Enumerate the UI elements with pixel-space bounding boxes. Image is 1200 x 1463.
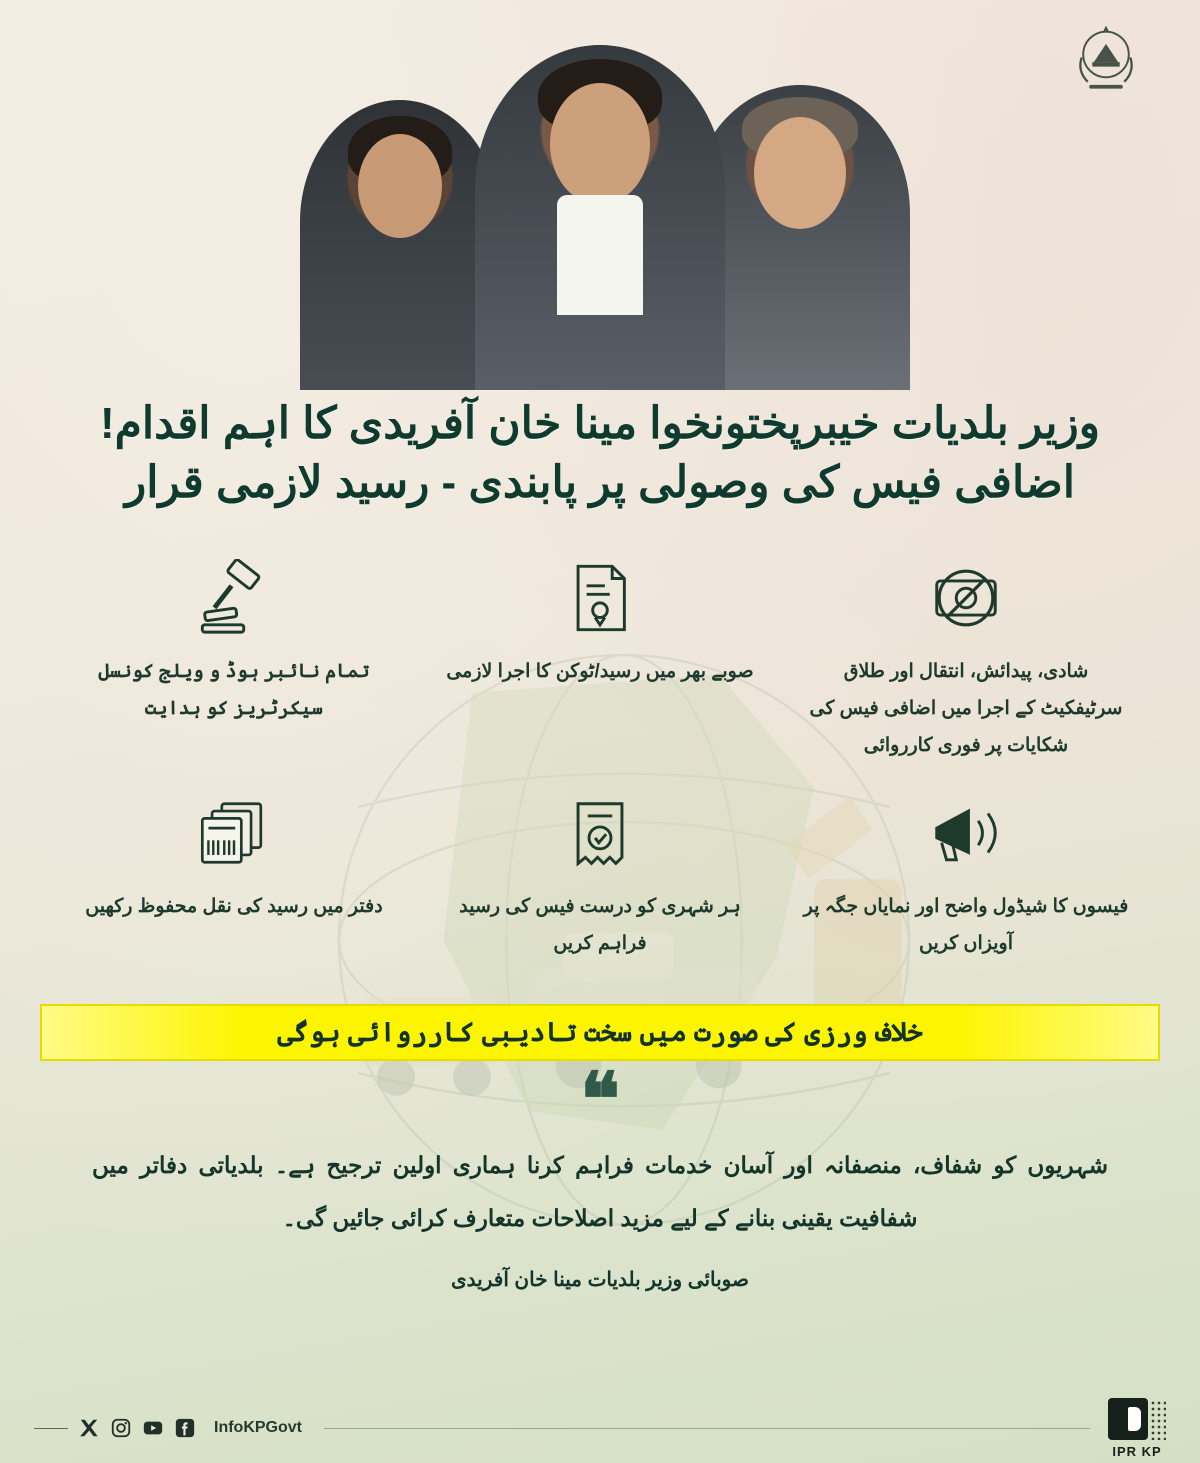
footer-left-rule <box>34 1428 68 1429</box>
title-line-2: اضافی فیس کی وصولی پر پابندی - رسید لازمی قرار <box>125 458 1075 508</box>
photo-center-minister <box>475 45 725 390</box>
point-item <box>56 555 412 764</box>
poster-title <box>0 390 1200 513</box>
header-photos <box>0 0 1200 390</box>
gavel-icon <box>56 555 412 641</box>
quote-attribution: صوبائی وزیر بلدیات مینا خان آفریدی <box>451 1269 749 1292</box>
no-money-icon <box>788 555 1144 641</box>
point-text: تمام نائبر ہوڈ و ویلج کونسل سیکرٹریز کو ہدایت <box>98 660 370 719</box>
key-points-grid <box>0 513 1200 962</box>
x-twitter-icon[interactable] <box>78 1417 100 1439</box>
receipt-document-icon <box>422 555 778 641</box>
point-text: ہر شہری کو درست فیس کی رسید فراہم کریں <box>459 895 741 954</box>
photo-left-official <box>300 100 500 390</box>
facebook-icon[interactable] <box>174 1417 196 1439</box>
point-text: فیسوں کا شیڈول واضح اور نمایاں جگہ پر آویزاں کریں <box>803 895 1129 954</box>
verified-receipt-icon <box>422 790 778 876</box>
point-item <box>56 790 412 962</box>
point-text: شادی، پیدائش، انتقال اور طلاق سرٹیفکیٹ کے اجرا میں اضافی فیس کی شکایات پر فوری کارروائی <box>809 660 1123 756</box>
title-line-1: وزیر بلدیات خیبرپختونخوا مینا خان آفریدی کا اہم اقدام! <box>100 399 1100 448</box>
footer-divider <box>324 1428 1090 1429</box>
point-item <box>788 555 1144 764</box>
point-text: صوبے بھر میں رسید/ٹوکن کا اجرا لازمی <box>446 660 754 682</box>
footer-bar <box>0 1393 1200 1463</box>
quote-block <box>0 1061 1200 1292</box>
megaphone-icon <box>788 790 1144 876</box>
warning-banner <box>40 1004 1160 1061</box>
point-item <box>422 555 778 764</box>
social-links <box>34 1417 306 1439</box>
warning-banner-text: خلاف ورزی کی صورت میں سخت تادیبی کارروائی ہوگی <box>277 1017 923 1048</box>
ipr-mark-icon <box>1108 1398 1166 1442</box>
social-handle: InfoKPGovt <box>214 1419 302 1436</box>
ipr-logo <box>1108 1398 1166 1459</box>
point-text: دفتر میں رسید کی نقل محفوظ رکھیں <box>85 895 383 917</box>
quote-text: شہریوں کو شفاف، منصفانہ اور آسان خدمات فراہم کرنا ہماری اولین ترجیح ہے۔ بلدیاتی دفاتر میں شفافیت یقینی بنانے کے لیے مزید اصلاحات متعارف کرائی جائیں گی۔ <box>92 1152 1108 1232</box>
instagram-icon[interactable] <box>110 1417 132 1439</box>
quote-mark-icon: ❝ <box>580 1060 620 1143</box>
receipt-copies-icon <box>56 790 412 876</box>
kp-government-emblem-icon <box>1068 18 1144 94</box>
youtube-icon[interactable] <box>142 1417 164 1439</box>
point-item <box>788 790 1144 962</box>
ipr-label: IPR KP <box>1112 1443 1162 1459</box>
point-item <box>422 790 778 962</box>
